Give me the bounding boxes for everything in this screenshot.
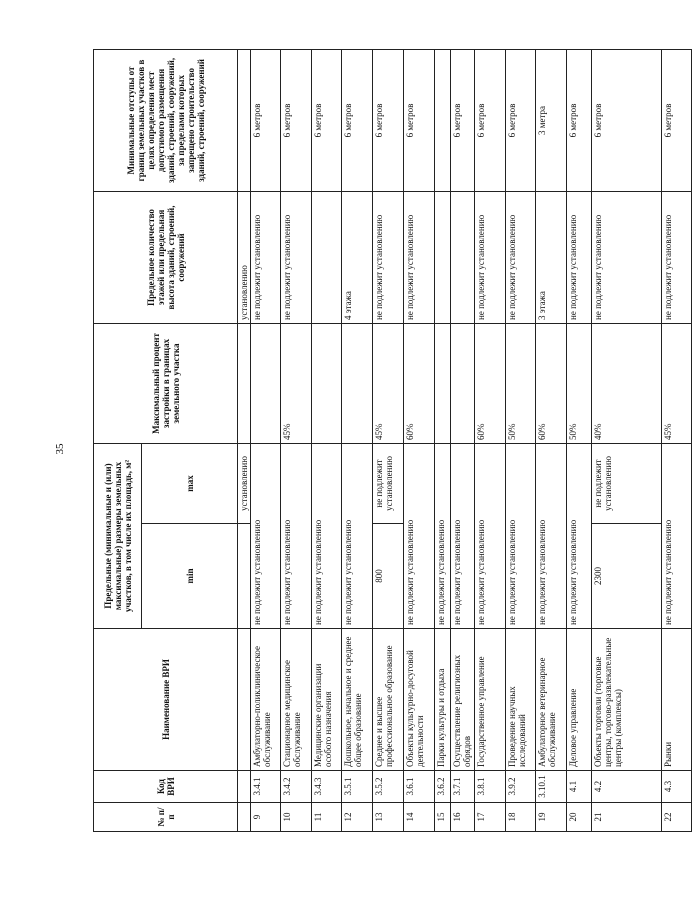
cell-floors: не подлежит установлению [404, 191, 435, 323]
cell-size: не подлежит установлению [662, 443, 692, 628]
header-code: Код ВРИ [94, 771, 238, 803]
cell-size: не подлежит установлению [312, 443, 342, 628]
table-row [451, 49, 475, 831]
cell-setback: 6 метров [592, 49, 662, 191]
cell-percent: 60% [475, 323, 506, 443]
cell-size: не подлежит установлению [435, 443, 451, 628]
top-floors-cell: установлению [238, 191, 251, 323]
cell-size: не подлежит установлению [536, 443, 567, 628]
cell-num: 10 [281, 803, 312, 832]
cell-setback: 6 метров [567, 49, 592, 191]
cell-setback: 3 метра [536, 49, 567, 191]
table-body [251, 49, 692, 831]
cell-num: 21 [592, 803, 662, 832]
cell-percent [342, 323, 373, 443]
cell-setback [435, 49, 451, 191]
top-cell [238, 524, 251, 629]
table-row [281, 49, 312, 831]
table-row [475, 49, 506, 831]
cell-num: 9 [251, 803, 281, 832]
top-cell [238, 323, 251, 443]
cell-num: 17 [475, 803, 506, 832]
cell-code: 4.2 [592, 771, 662, 803]
table-row [567, 49, 592, 831]
cell-name: Амбулаторное ветеринарное обслуживание [536, 629, 567, 771]
cell-code: 3.4.2 [281, 771, 312, 803]
cell-name: Проведение научных исследований [506, 629, 536, 771]
header-num: № п/п [94, 803, 238, 832]
table-row [592, 49, 662, 831]
cell-code: 3.5.1 [342, 771, 373, 803]
cell-name: Объекты культурно-досуговой деятельности [404, 629, 435, 771]
table-row [312, 49, 342, 831]
cell-code: 3.8.1 [475, 771, 506, 803]
cell-code: 4.1 [567, 771, 592, 803]
cell-floors: не подлежит установлению [281, 191, 312, 323]
cell-size: не подлежит установлению [475, 443, 506, 628]
cell-floors: не подлежит установлению [506, 191, 536, 323]
cell-percent: 60% [536, 323, 567, 443]
cell-percent: 60% [404, 323, 435, 443]
cell-num: 16 [451, 803, 475, 832]
cell-floors: 4 этажа [342, 191, 373, 323]
cell-name: Осуществление религиозных обрядов [451, 629, 475, 771]
cell-name: Стационарное медицинское обслуживание [281, 629, 312, 771]
cell-num: 12 [342, 803, 373, 832]
cell-code: 3.6.2 [435, 771, 451, 803]
cell-setback: 6 метров [662, 49, 692, 191]
table-row [373, 49, 404, 831]
header-name: Наименование ВРИ [94, 629, 238, 771]
cell-percent [312, 323, 342, 443]
cell-size: не подлежит установлению [404, 443, 435, 628]
cell-size: не подлежит установлению [251, 443, 281, 628]
header-max: max [142, 443, 238, 523]
cell-percent [251, 323, 281, 443]
top-cell [238, 49, 251, 191]
table-row [404, 49, 435, 831]
cell-code: 3.6.1 [404, 771, 435, 803]
cell-setback: 6 метров [451, 49, 475, 191]
rotated-table-container [93, 50, 673, 832]
top-cell [238, 771, 251, 803]
cell-code: 4.3 [662, 771, 692, 803]
header-floors: Предельное количество этажей или предельная высота зданий, строений, сооружений [94, 191, 238, 323]
cell-num: 22 [662, 803, 692, 832]
cell-name: Деловое управление [567, 629, 592, 771]
cell-percent: 45% [662, 323, 692, 443]
cell-code: 3.4.1 [251, 771, 281, 803]
cell-floors: 3 этажа [536, 191, 567, 323]
cell-percent: 50% [506, 323, 536, 443]
table-row [435, 49, 451, 831]
cell-min: 2300 [592, 524, 662, 629]
cell-floors: не подлежит установлению [662, 191, 692, 323]
cell-size: не подлежит установлению [506, 443, 536, 628]
table-row [251, 49, 281, 831]
cell-floors [435, 191, 451, 323]
cell-setback: 6 метров [281, 49, 312, 191]
cell-code: 3.7.1 [451, 771, 475, 803]
header-percent: Максимальный процент застройки в границах земельного участка [94, 323, 238, 443]
cell-percent [451, 323, 475, 443]
cell-percent: 50% [567, 323, 592, 443]
cell-name: Медицинские организации особого назначения [312, 629, 342, 771]
cell-size: не подлежит установлению [281, 443, 312, 628]
cell-name: Среднее и высшее профессиональное образование [373, 629, 404, 771]
cell-name: Парки культуры и отдыха [435, 629, 451, 771]
top-cell [238, 803, 251, 832]
cell-size: не подлежит установлению [451, 443, 475, 628]
cell-floors: не подлежит установлению [373, 191, 404, 323]
cell-num: 11 [312, 803, 342, 832]
cell-code: 3.5.2 [373, 771, 404, 803]
cell-size: не подлежит установлению [567, 443, 592, 628]
cell-floors [451, 191, 475, 323]
cell-setback: 6 метров [373, 49, 404, 191]
cell-num: 19 [536, 803, 567, 832]
page-number: 35 [54, 443, 66, 455]
cell-max: не подлежит установлению [373, 443, 404, 523]
cell-floors: не подлежит установлению [567, 191, 592, 323]
top-max-cell: установлению [238, 443, 251, 523]
header-min: min [142, 524, 238, 629]
cell-setback: 6 метров [312, 49, 342, 191]
cell-setback: 6 метров [251, 49, 281, 191]
cell-name: Государственное управление [475, 629, 506, 771]
table-row [536, 49, 567, 831]
cell-floors: не подлежит установлению [251, 191, 281, 323]
cell-percent: 45% [373, 323, 404, 443]
cell-floors: не подлежит установлению [592, 191, 662, 323]
cell-floors: не подлежит установлению [475, 191, 506, 323]
cell-num: 18 [506, 803, 536, 832]
cell-percent: 40% [592, 323, 662, 443]
table-row [342, 49, 373, 831]
cell-setback: 6 метров [506, 49, 536, 191]
cell-setback: 6 метров [475, 49, 506, 191]
cell-setback: 6 метров [404, 49, 435, 191]
cell-num: 15 [435, 803, 451, 832]
cell-name: Объекты торговли (торговые центры, торгово-развлекательные центры (комплексы) [592, 629, 662, 771]
cell-size: не подлежит установлению [342, 443, 373, 628]
table-row [662, 49, 692, 831]
top-cell [238, 629, 251, 771]
cell-setback: 6 метров [342, 49, 373, 191]
cell-num: 13 [373, 803, 404, 832]
cell-code: 3.4.3 [312, 771, 342, 803]
cell-min: 800 [373, 524, 404, 629]
cell-num: 14 [404, 803, 435, 832]
cell-name: Дошкольное, начальное и среднее общее образование [342, 629, 373, 771]
cell-code: 3.10.1 [536, 771, 567, 803]
cell-name: Рынки [662, 629, 692, 771]
table-row [506, 49, 536, 831]
cell-floors [312, 191, 342, 323]
cell-num: 20 [567, 803, 592, 832]
header-size: Предельные (минимальные и (или) максимальные) размеры земельных участков, в том числе их площадь, м² [94, 443, 142, 628]
cell-max: не подлежит установлению [592, 443, 662, 523]
header-setback: Минимальные отступы от границ земельных участков в целях определения мест допустимого размещения зданий, строений, сооружений, за пределами которых запрещено строительство зданий, строений, сооружений [94, 49, 238, 191]
cell-name: Амбулаторно-поликлиническое обслуживание [251, 629, 281, 771]
cell-code: 3.9.2 [506, 771, 536, 803]
cell-percent: 45% [281, 323, 312, 443]
cell-percent [435, 323, 451, 443]
vri-table [93, 49, 692, 832]
